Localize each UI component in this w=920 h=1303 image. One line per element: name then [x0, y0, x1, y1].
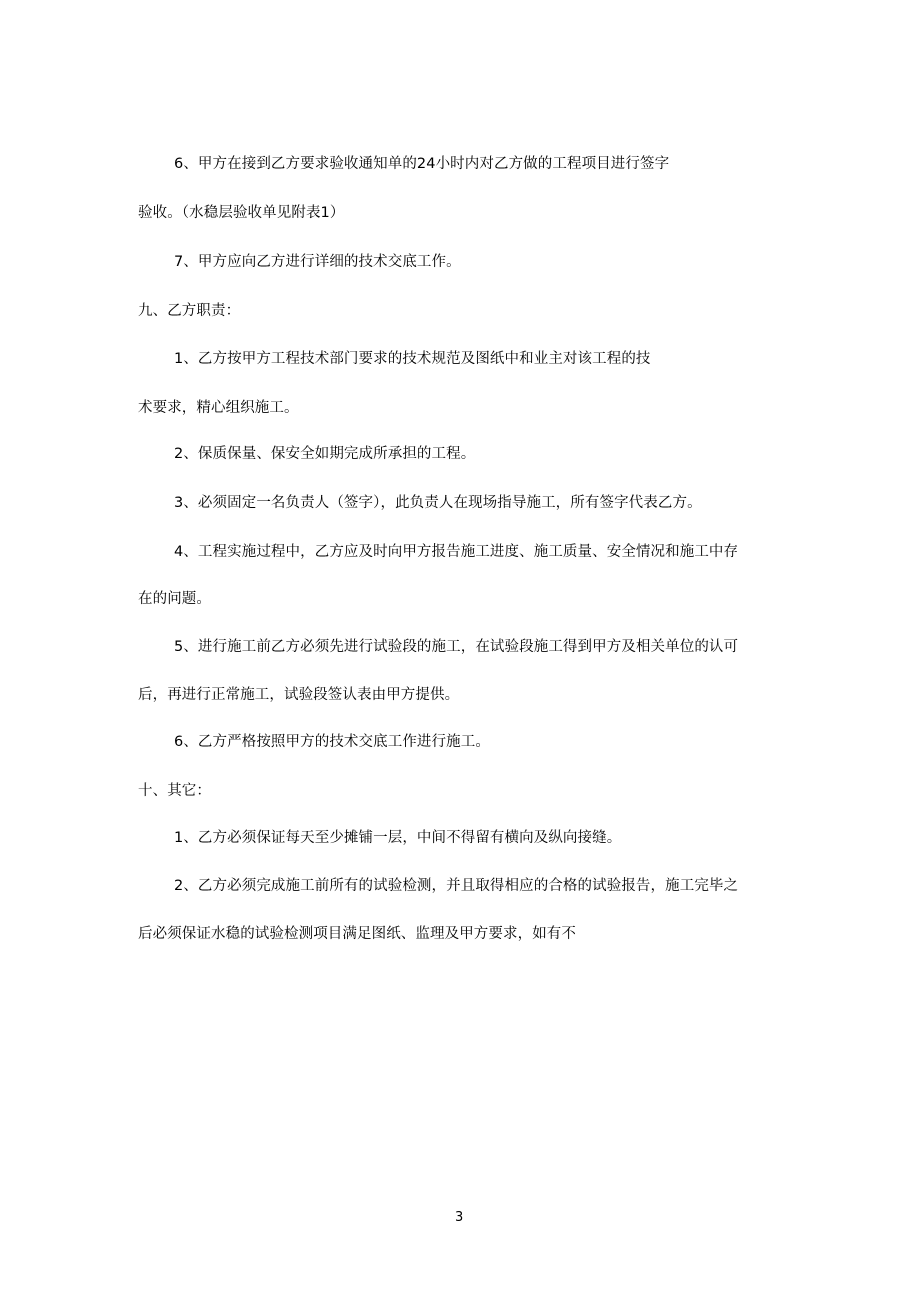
clause-9-6: 6、乙方严格按照甲方的技术交底工作进行施工。 — [174, 734, 490, 750]
clause-9-3: 3、必须固定一名负责人（签字），此负责人在现场指导施工，所有签字代表乙方。 — [174, 495, 702, 511]
clause-8-7: 7、甲方应向乙方进行详细的技术交底工作。 — [174, 254, 461, 270]
clause-9-5-line-2: 后，再进行正常施工，试验段签认表由甲方提供。 — [138, 687, 460, 703]
clause-9-5-line-1: 5、进行施工前乙方必须先进行试验段的施工，在试验段施工得到甲方及相关单位的认可 — [174, 639, 739, 655]
section-9-heading: 九、乙方职责： — [138, 303, 241, 319]
clause-8-6-line-1: 6、甲方在接到乙方要求验收通知单的24小时内对乙方做的工程项目进行签字 — [174, 156, 670, 172]
clause-9-4-line-2: 在的问题。 — [138, 591, 211, 607]
clause-10-2-line-1: 2、乙方必须完成施工前所有的试验检测，并且取得相应的合格的试验报告，施工完毕之 — [174, 878, 739, 894]
section-10-heading: 十、其它： — [138, 783, 211, 799]
clause-9-1-line-2: 术要求，精心组织施工。 — [138, 400, 299, 416]
clause-10-2-line-2: 后必须保证水稳的试验检测项目满足图纸、监理及甲方要求，如有不 — [138, 926, 576, 942]
clause-9-4-line-1: 4、工程实施过程中，乙方应及时向甲方报告施工进度、施工质量、安全情况和施工中存 — [174, 544, 739, 560]
clause-10-1: 1、乙方必须保证每天至少摊铺一层，中间不得留有横向及纵向接缝。 — [174, 830, 622, 846]
clause-9-2: 2、保质保量、保安全如期完成所承担的工程。 — [174, 446, 476, 462]
page-number: 3 — [455, 1210, 464, 1225]
clause-9-1-line-1: 1、乙方按甲方工程技术部门要求的技术规范及图纸中和业主对该工程的技 — [174, 351, 651, 367]
clause-8-6-line-2: 验收。（水稳层验收单见附表1） — [138, 205, 345, 221]
